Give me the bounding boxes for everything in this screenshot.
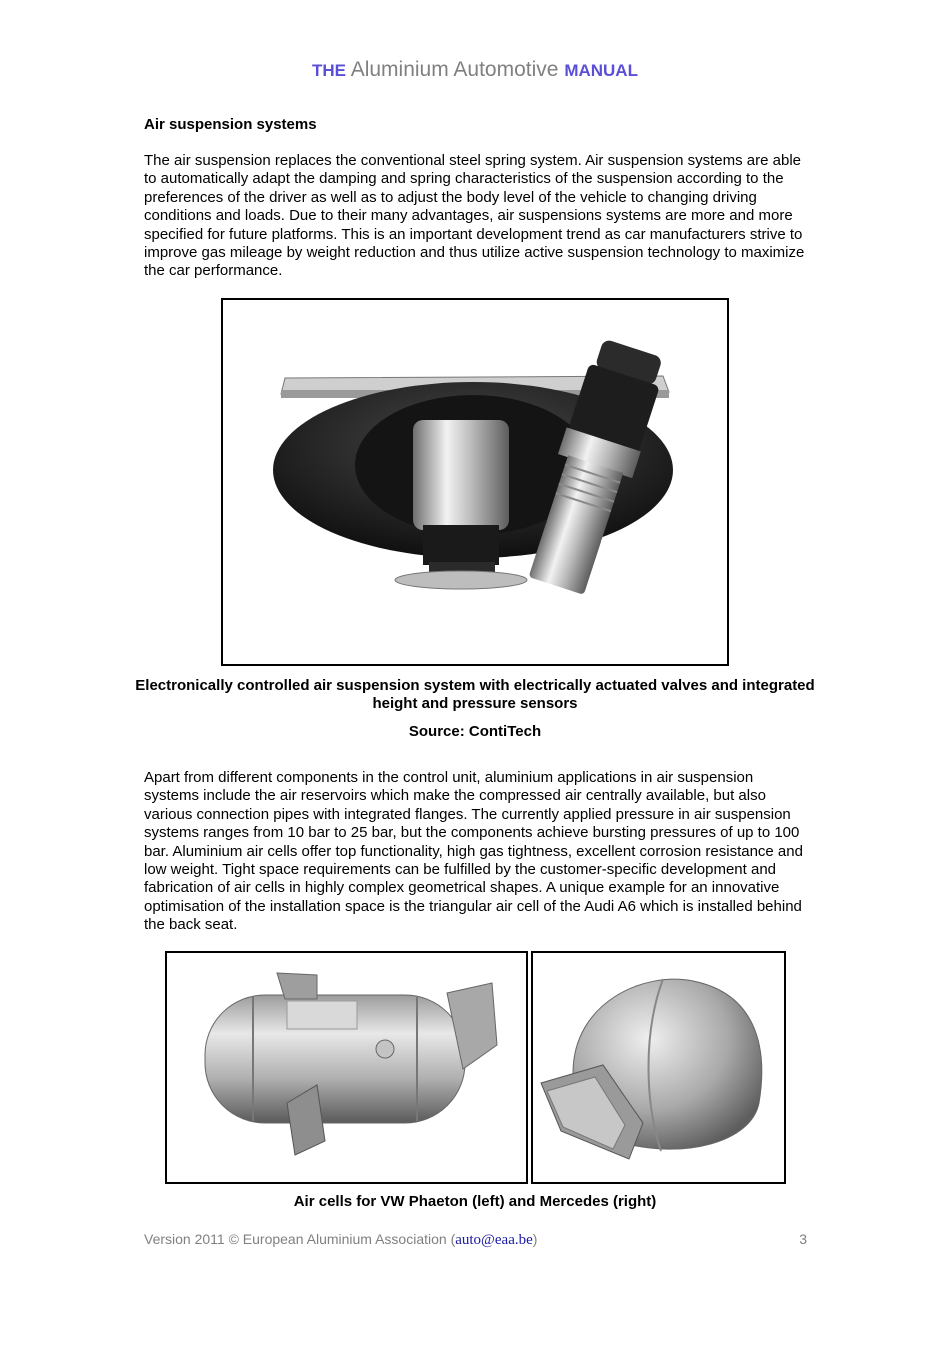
figure2-caption: Air cells for VW Phaeton (left) and Mercedes (right): [293, 1193, 657, 1210]
figure1-source: Source: ContiTech: [408, 723, 542, 740]
air-suspension-photo: [221, 298, 729, 666]
running-header: [0, 58, 950, 82]
footer-close: ): [532, 1231, 538, 1247]
page-number: 3: [799, 1231, 807, 1247]
header-suffix: MANUAL: [564, 61, 638, 80]
footer-email-link[interactable]: auto@eaa.be: [455, 1232, 533, 1248]
header-title: Aluminium Automotive: [350, 58, 559, 81]
page-footer: [144, 1231, 807, 1249]
footer-text: Version 2011 © European Aluminium Association (: [144, 1231, 456, 1247]
header-prefix: THE: [312, 61, 347, 80]
body-paragraph: Apart from different components in the control unit, aluminium applications in air suspension systems include the air reservoirs which make the compressed air centrally available, but also various connection pipes with integrated flanges. The currently applied pressure in air suspension systems ranges from 10 bar to 25 bar, but the components achieve bursting pressures of up to 100 bar. Aluminium air cells offer top functionality, high gas tightness, excellent corrosion resistance and low weight. Tight space requirements can be fulfilled by the customer-specific development and fabrication of air cells in highly complex geometrical shapes. A unique example for an innovative optimisation of the installation space is the triangular air cell of the Audi A6 which is installed behind the back seat.: [144, 769, 803, 934]
section-title: Air suspension systems: [144, 116, 317, 133]
intro-paragraph: The air suspension replaces the conventional steel spring system. Air suspension systems are able to automatically adapt the damping and spring characteristics of the suspension according to the preferences of the driver as well as to adjust the body level of the vehicle to changing driving conditions and loads. Due to their many advantages, air suspensions systems are more and more specified for future platforms. This is an important development trend as car manufacturers strive to improve gas mileage by weight reduction and thus utilize active suspension technology to maximize the car performance.: [144, 152, 805, 280]
vw-phaeton-air-cell-photo: [165, 951, 528, 1184]
figure1-caption: Electronically controlled air suspension system with electrically actuated valves and integrated height and pressure sensors: [135, 677, 815, 713]
mercedes-air-cell-photo: [531, 951, 786, 1184]
